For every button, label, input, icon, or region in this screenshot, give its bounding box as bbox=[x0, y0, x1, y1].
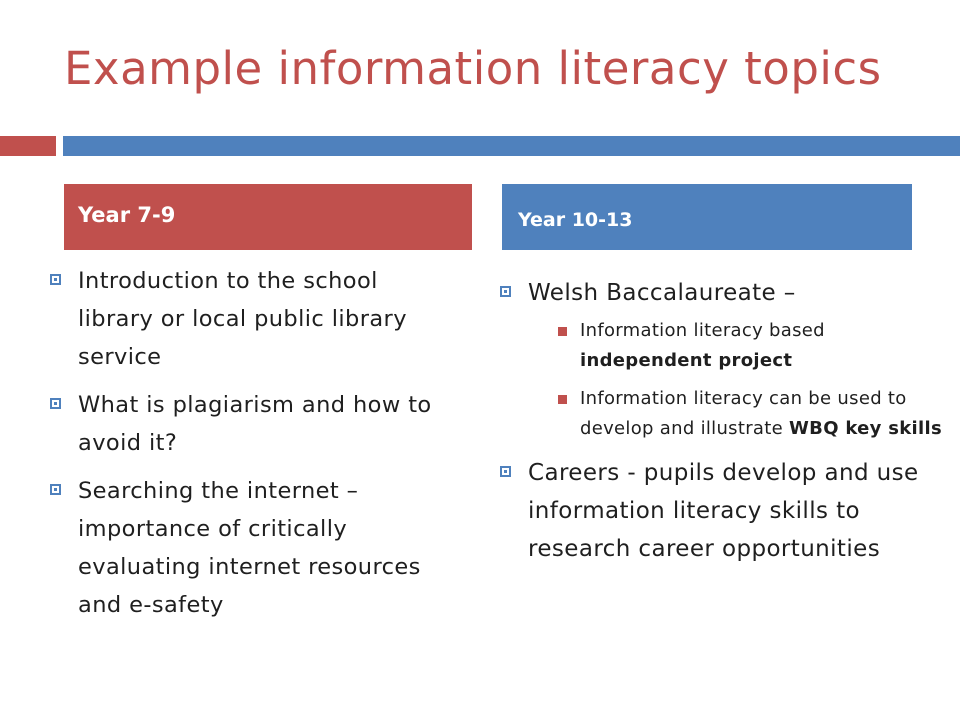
slide-title: Example information literacy topics bbox=[64, 42, 882, 95]
sub-bullet-list bbox=[558, 316, 946, 444]
bullet-text: What is plagiarism and how to avoid it? bbox=[78, 392, 432, 456]
header-year-7-9: Year 7-9 bbox=[64, 184, 472, 250]
bullet-text: Careers - pupils develop and use information literacy skills to research career opportunities bbox=[528, 460, 919, 562]
sub-bullet-icon bbox=[558, 327, 567, 336]
accent-bar-red bbox=[0, 136, 56, 156]
sub-list-item bbox=[558, 316, 946, 376]
bullet-text: Searching the internet – importance of critically evaluating internet resources and e-safety bbox=[78, 478, 421, 618]
list-item bbox=[496, 454, 946, 568]
bullet-icon bbox=[50, 484, 61, 495]
sub-list-item bbox=[558, 384, 946, 444]
accent-bar-blue bbox=[63, 136, 960, 156]
sub-bullet-text: Information literacy based bbox=[580, 320, 825, 341]
right-bullet-list bbox=[496, 274, 946, 578]
list-item bbox=[46, 262, 446, 376]
bullet-icon bbox=[50, 398, 61, 409]
sub-bullet-bold-text: independent project bbox=[580, 350, 793, 371]
bullet-icon bbox=[500, 286, 511, 297]
bullet-icon bbox=[50, 274, 61, 285]
sub-bullet-bold-text: WBQ key skills bbox=[789, 418, 942, 439]
sub-bullet-icon bbox=[558, 395, 567, 404]
left-bullet-list bbox=[46, 262, 446, 634]
bullet-text: Welsh Baccalaureate – bbox=[528, 280, 796, 306]
header-year-10-13: Year 10-13 bbox=[502, 184, 912, 250]
list-item bbox=[46, 386, 446, 462]
bullet-text: Introduction to the school library or local public library service bbox=[78, 268, 407, 370]
list-item bbox=[46, 472, 446, 624]
bullet-icon bbox=[500, 466, 511, 477]
list-item bbox=[496, 274, 946, 444]
sub-bullet-text: Information literacy can be used to develop and illustrate bbox=[580, 388, 907, 439]
